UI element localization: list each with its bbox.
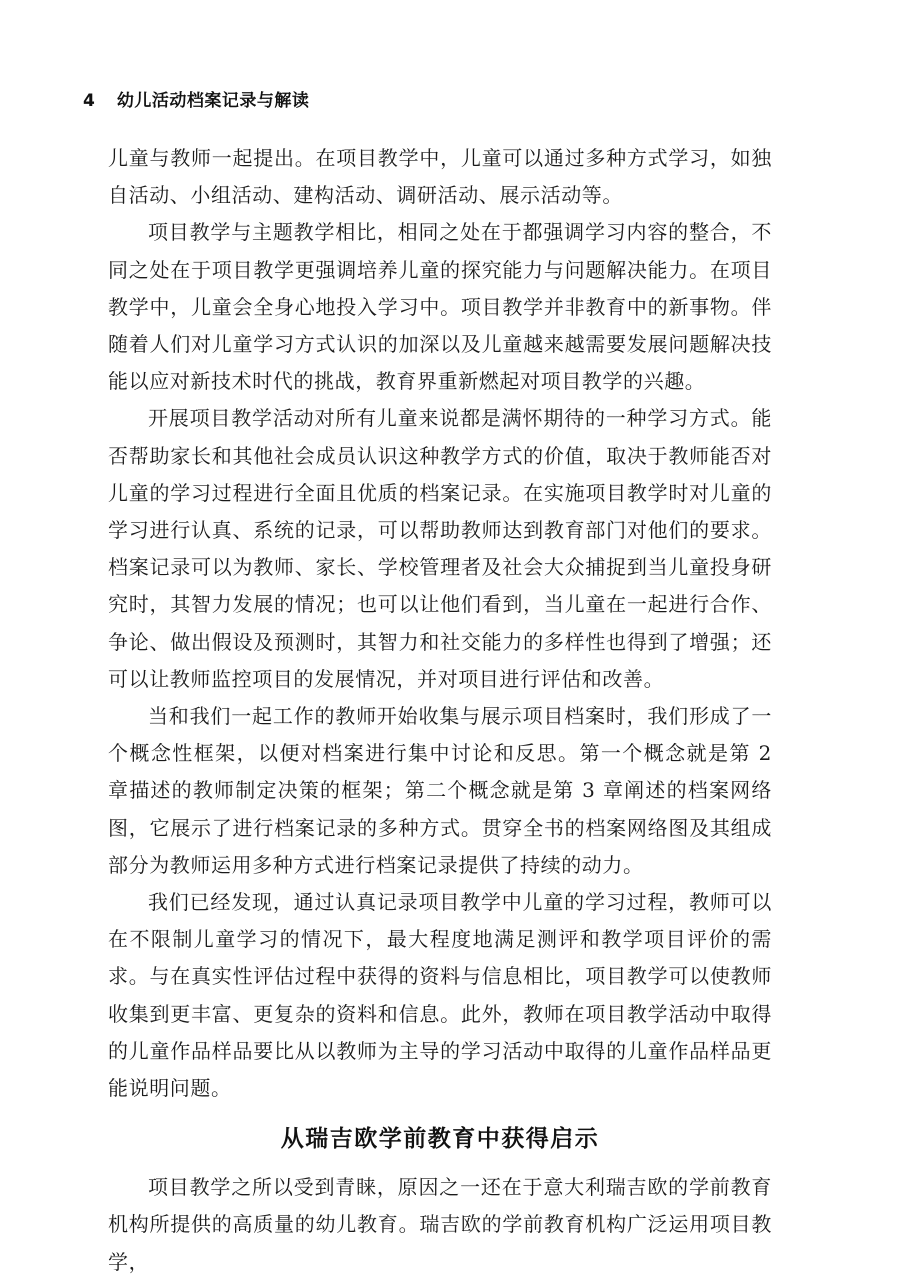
paragraph-continuation: 儿童与教师一起提出。在项目教学中，儿童可以通过多种方式学习，如独自活动、小组活动、建构活动、调研活动、展示活动等。: [108, 146, 772, 208]
main-text: [108, 140, 772, 1281]
paragraph: 当和我们一起工作的教师开始收集与展示项目档案时，我们形成了一个概念性框架，以便对档案进行集中讨论和反思。第一个概念就是第 2 章描述的教师制定决策的框架；第二个概念就是第 3 章阐述的档案网络图，它展示了进行档案记录的多种方式。贯穿全书的档案网络图及其组成部分为教师运用多种方式进行档案记录提供了持续的动力。: [108, 704, 772, 877]
page-number: 4: [83, 91, 95, 111]
section-heading: 从瑞吉欧学前教育中获得启示: [280, 1126, 600, 1153]
book-title: 幼儿活动档案记录与解读: [116, 91, 310, 111]
paragraph: 我们已经发现，通过认真记录项目教学中儿童的学习过程，教师可以在不限制儿童学习的情况下，最大程度地满足测评和教学项目评价的需求。与在真实性评估过程中获得的资料与信息相比，项目教学可以使教师收集到更丰富、更复杂的资料和信息。此外，教师在项目教学活动中取得的儿童作品样品要比从以教师为主导的学习活动中取得的儿童作品样品更能说明问题。: [108, 890, 772, 1101]
paragraph: 项目教学与主题教学相比，相同之处在于都强调学习内容的整合，不同之处在于项目教学更强调培养儿童的探究能力与问题解决能力。在项目教学中，儿童会全身心地投入学习中。项目教学并非教育中的新事物。伴随着人们对儿童学习方式认识的加深以及儿童越来越需要发展问题解决技能以应对新技术时代的挑战，教育界重新燃起对项目教学的兴趣。: [108, 220, 772, 394]
running-header: [83, 86, 309, 111]
section-paragraph: 项目教学之所以受到青睐，原因之一还在于意大利瑞吉欧的学前教育机构所提供的高质量的幼儿教育。瑞吉欧的学前教育机构广泛运用项目教学，: [108, 1175, 772, 1274]
paragraph: 开展项目教学活动对所有儿童来说都是满怀期待的一种学习方式。能否帮助家长和其他社会成员认识这种教学方式的价值，取决于教师能否对儿童的学习过程进行全面且优质的档案记录。在实施项目教学时对儿童的学习进行认真、系统的记录，可以帮助教师达到教育部门对他们的要求。档案记录可以为教师、家长、学校管理者及社会大众捕捉到当儿童投身研究时，其智力发展的情况；也可以让他们看到，当儿童在一起进行合作、争论、做出假设及预测时，其智力和社交能力的多样性也得到了增强；还可以让教师监控项目的发展情况，并对项目进行评估和改善。: [108, 406, 772, 691]
